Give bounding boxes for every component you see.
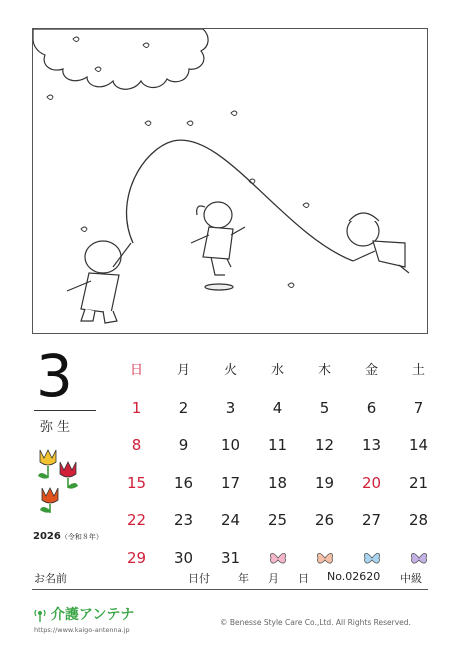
date-label: 日付	[188, 572, 210, 585]
day-cell: 23	[173, 511, 194, 529]
day-cell: 19	[314, 473, 335, 492]
weekday-mon: 月	[176, 363, 190, 378]
weekday-thu: 木	[317, 363, 331, 378]
day-cell: 15	[126, 473, 147, 492]
jump-rope-scene	[33, 29, 428, 334]
day-cell: 13	[361, 436, 382, 454]
day-cell: 28	[408, 511, 429, 529]
era-value: （令和８年）	[60, 533, 103, 541]
weekday-sat: 土	[411, 363, 425, 378]
day-cell: 29	[126, 548, 147, 567]
antenna-icon	[34, 608, 46, 622]
day-cell: 11	[267, 436, 288, 454]
calendar-grid	[113, 352, 443, 577]
weekday-header	[113, 352, 443, 390]
week-row	[113, 390, 443, 428]
weekday-sun: 日	[129, 363, 143, 378]
date-year-label: 年	[238, 572, 249, 585]
tulip-icon	[32, 446, 92, 514]
day-cell: 7	[413, 398, 424, 417]
day-cell: 26	[314, 511, 335, 529]
week-row	[113, 502, 443, 540]
day-cell: 3	[225, 398, 236, 417]
day-cell: 18	[267, 473, 288, 492]
day-cell: 31	[220, 548, 241, 567]
day-cell: 21	[408, 473, 429, 492]
month-japanese-name: 弥生	[40, 420, 75, 435]
day-cell: 16	[173, 473, 194, 492]
date-month-label: 月	[268, 572, 279, 585]
day-cell: 12	[314, 436, 335, 454]
date-day-label: 日	[298, 572, 309, 585]
day-cell: 2	[178, 398, 189, 417]
week-row	[113, 465, 443, 503]
difficulty-level: 中級	[400, 572, 422, 585]
month-number: 3	[36, 342, 73, 410]
day-cell: 25	[267, 511, 288, 529]
footer-divider	[32, 589, 428, 590]
day-cell: 1	[131, 398, 142, 417]
day-cell: 14	[408, 436, 429, 454]
brand-url[interactable]: https://www.kaigo-antenna.jp	[34, 626, 130, 634]
day-cell: 17	[220, 473, 241, 492]
week-row	[113, 427, 443, 465]
weekday-fri: 金	[364, 363, 378, 378]
month-divider	[34, 410, 96, 411]
day-cell: 5	[319, 398, 330, 417]
day-cell: 6	[366, 398, 377, 417]
day-cell: 24	[220, 511, 241, 529]
day-cell: 22	[126, 511, 147, 529]
year-value: 2026	[33, 531, 61, 542]
day-cell: 4	[272, 398, 283, 417]
day-cell: 9	[178, 436, 189, 454]
sheet-number: No.02620	[327, 570, 381, 583]
day-cell: 30	[173, 548, 194, 567]
holiday-cell: 20	[361, 473, 382, 492]
copyright-notice: © Benesse Style Care Co.,Ltd. All Rights Reserved.	[220, 618, 411, 627]
weekday-wed: 水	[270, 363, 284, 378]
brand-name: 介護アンテナ	[50, 607, 135, 623]
day-cell: 10	[220, 436, 241, 454]
day-cell: 8	[131, 436, 142, 454]
coloring-illustration	[32, 28, 428, 334]
weekday-tue: 火	[223, 363, 237, 378]
day-cell: 27	[361, 511, 382, 529]
brand-logo[interactable]	[34, 604, 134, 624]
name-label: お名前	[34, 572, 67, 585]
year-label	[33, 531, 103, 542]
